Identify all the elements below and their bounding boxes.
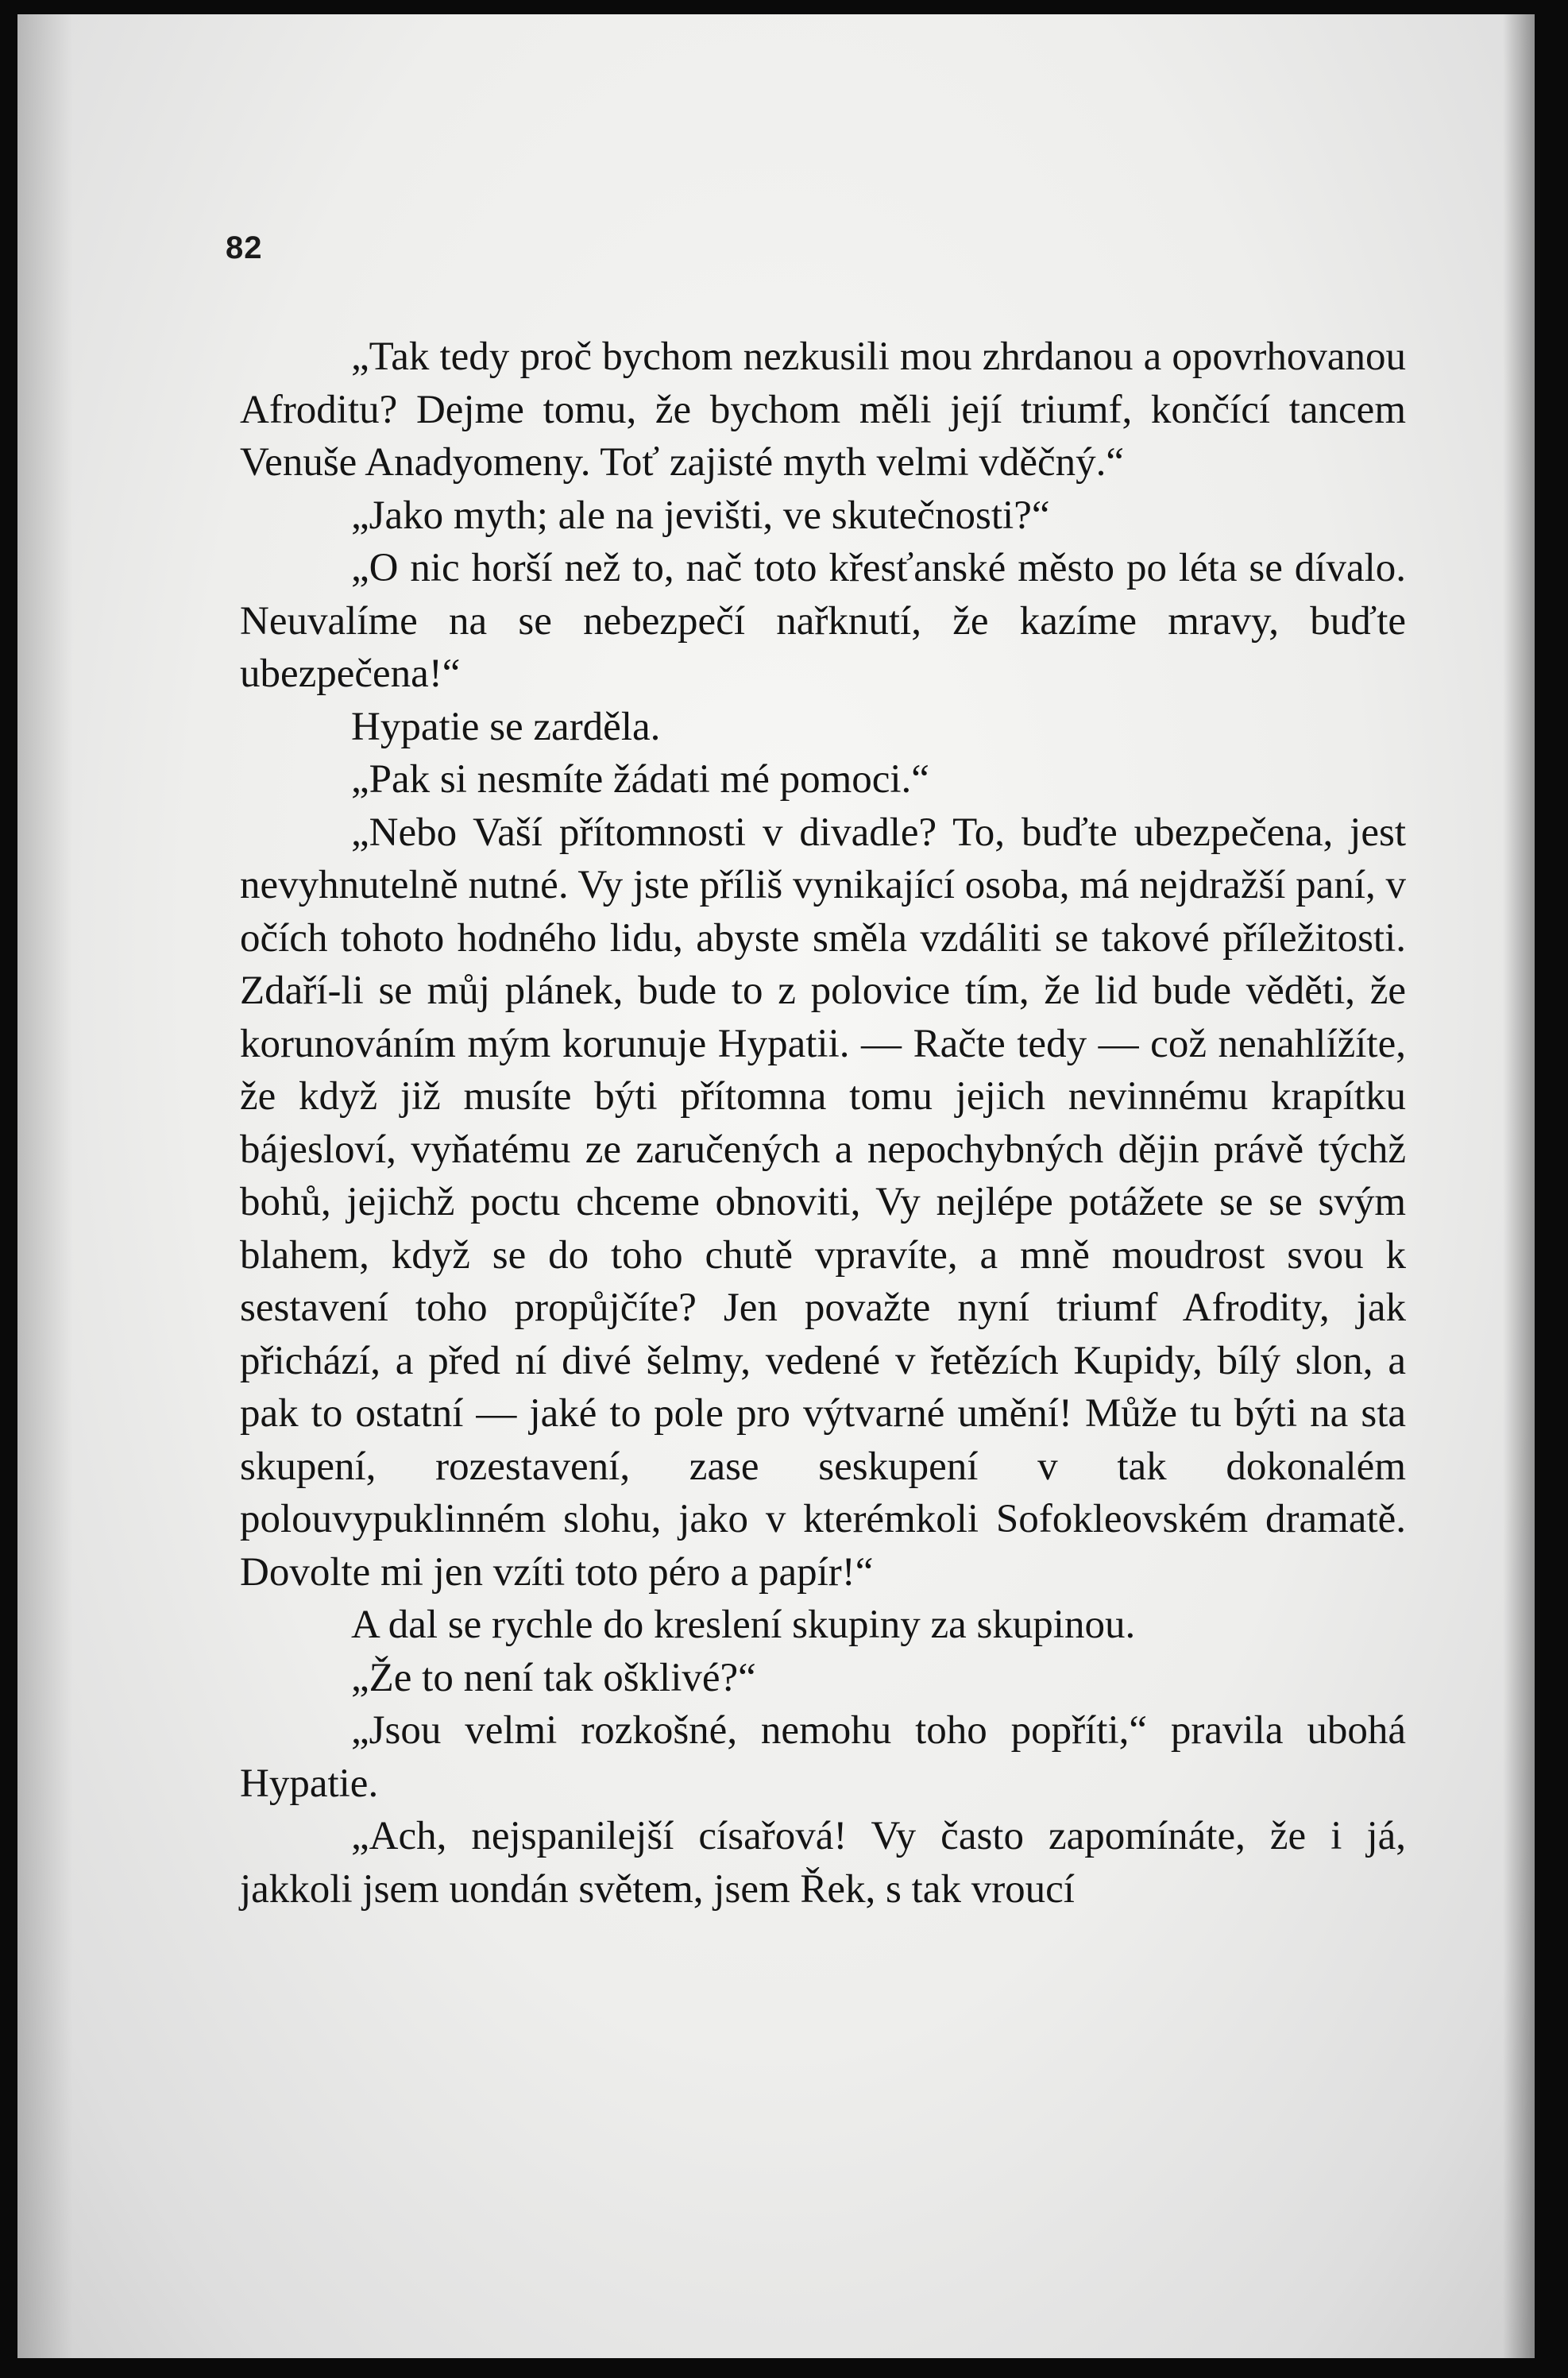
paragraph: „O nic horší než to, nač toto křesťanské město po léta se dívalo. Neuvalíme na se nebezpečí nařknutí, že kazíme mravy, buďte ubezpečena!“ — [240, 546, 1406, 696]
book-page — [17, 14, 1535, 2358]
page-edge-shadow — [1503, 14, 1535, 2358]
body-text — [240, 331, 1406, 1916]
paragraph: A dal se rychle do kreslení skupiny za skupinou. — [351, 1603, 1136, 1647]
paragraph: „Že to není tak ošklivé?“ — [351, 1655, 756, 1700]
paragraph: „Ach, nejspanilejší císařová! Vy často zapomínáte, že i já, jakkoli jsem uondán světem, jsem Řek, s tak vroucí — [240, 1814, 1406, 1912]
gutter-shadow — [17, 14, 73, 2358]
paragraph: „Jako myth; ale na jevišti, ve skutečnosti?“ — [351, 493, 1050, 538]
paragraph: „Pak si nesmíte žádati mé pomoci.“ — [351, 757, 929, 802]
paragraph: „Jsou velmi rozkošné, nemohu toho popříti,“ pravila ubohá Hypatie. — [240, 1708, 1406, 1806]
paragraph: „Tak tedy proč bychom nezkusili mou zhrdanou a opovrhovanou Afroditu? Dejme tomu, že bychom měli její triumf, končící tancem Venuše Anadyomeny. Toť zajisté myth velmi vděčný.“ — [240, 334, 1406, 485]
page-number: 82 — [226, 230, 263, 265]
paragraph: Hypatie se zarděla. — [351, 704, 661, 749]
paragraph: „Nebo Vaší přítomnosti v divadle? To, buďte ubezpečena, jest nevyhnutelně nutné. Vy jste příliš vynikající osoba, má nejdražší paní, v očích tohoto hodného lidu, abyste směla vzdáliti se takové příležitosti. Zdaří-li se můj plánek, bude to z polovice tím, že lid bude věděti, že korunováním mým korunuje Hypatii. — Račte tedy — což nenahlížíte, že když již musíte býti přítomna tomu jejich nevinnému krapítku bájesloví, vyňatému ze zaručených a nepochybných dějin právě týchž bohů, jejichž poctu chceme obnoviti, Vy nejlépe potážete se se svým blahem, když se do toho chutě vpravíte, a mně moudrost svou k sestavení toho propůjčíte? Jen považte nyní triumf Afrodity, jak přichází, a před ní divé šelmy, vedené v řetězích Kupidy, bílý slon, a pak to ostatní — jaké to pole pro výtvarné umění! Může tu býti na sta skupení, rozestavení, zase seskupení v tak dokonalém polouvypuklinném slohu, jako v kterémkoli Sofokleovském dramatě. Dovolte mi jen vzíti toto péro a papír!“ — [240, 810, 1406, 1595]
